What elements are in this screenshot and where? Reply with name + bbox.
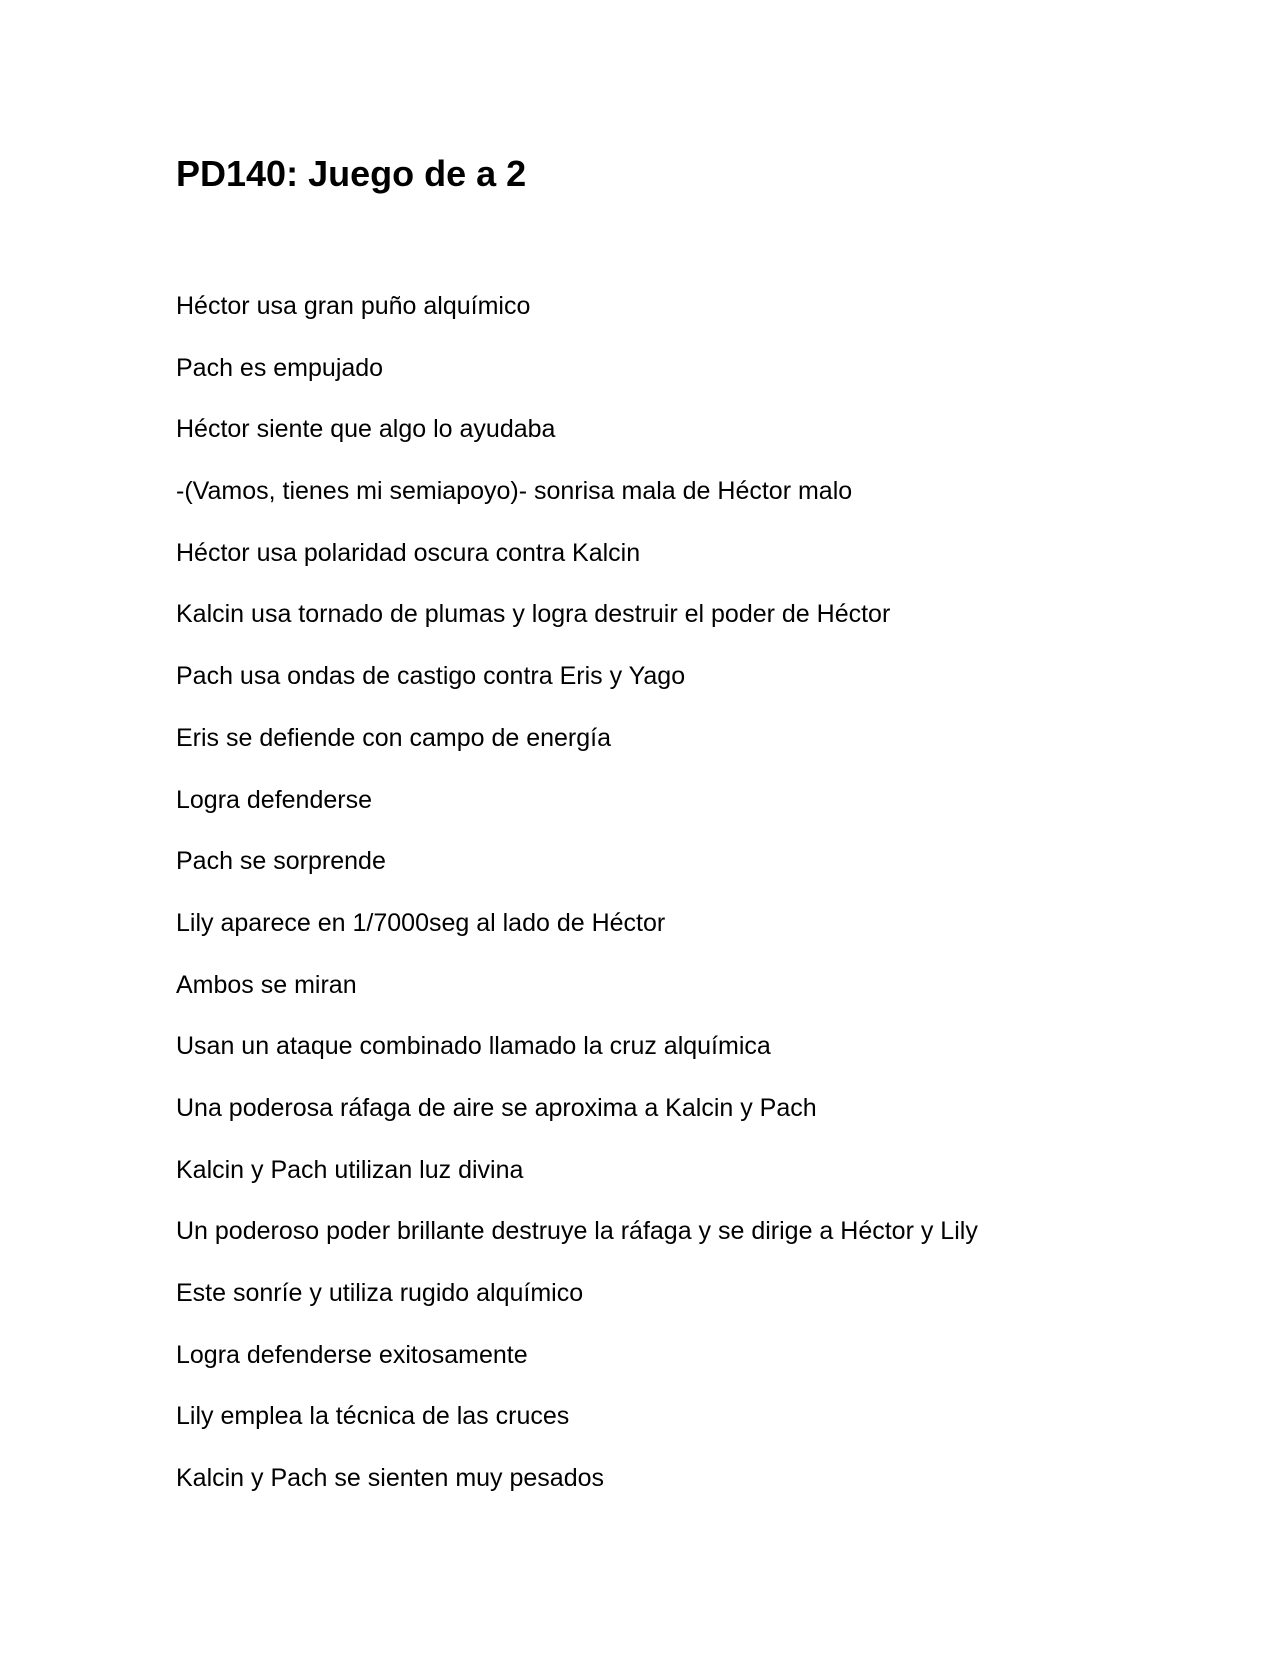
text-line: Ambos se miran xyxy=(176,970,357,999)
text-line: Logra defenderse xyxy=(176,785,372,814)
text-line: Eris se defiende con campo de energía xyxy=(176,723,611,752)
text-line: Logra defenderse exitosamente xyxy=(176,1340,528,1369)
document-title: PD140: Juego de a 2 xyxy=(176,153,527,194)
text-line: Héctor usa gran puño alquímico xyxy=(176,292,531,320)
text-line: Un poderoso poder brillante destruye la ráfaga y se dirige a Héctor y Lily xyxy=(176,1217,978,1246)
text-line: -(Vamos, tienes mi semiapoyo)- sonrisa mala de Héctor malo xyxy=(176,477,853,506)
text-line: Kalcin y Pach utilizan luz divina xyxy=(176,1155,524,1184)
text-line: Usan un ataque combinado llamado la cruz alquímica xyxy=(176,1032,771,1061)
text-line: Lily emplea la técnica de las cruces xyxy=(176,1402,570,1431)
text-line: Pach se sorprende xyxy=(176,847,386,876)
text-line: Héctor siente que algo lo ayudaba xyxy=(176,415,556,444)
text-line: Una poderosa ráfaga de aire se aproxima a Kalcin y Pach xyxy=(176,1093,817,1122)
text-line: Héctor usa polaridad oscura contra Kalcin xyxy=(176,538,641,567)
text-line: Kalcin y Pach se sienten muy pesados xyxy=(176,1464,605,1493)
text-line: Pach es empujado xyxy=(176,353,384,382)
text-line: Kalcin usa tornado de plumas y logra destruir el poder de Héctor xyxy=(176,600,891,629)
document-body xyxy=(176,288,978,1522)
text-line: Lily aparece en 1/7000seg al lado de Héctor xyxy=(176,908,666,937)
text-line: Este sonríe y utiliza rugido alquímico xyxy=(176,1279,584,1307)
text-line: Pach usa ondas de castigo contra Eris y Yago xyxy=(176,662,686,691)
